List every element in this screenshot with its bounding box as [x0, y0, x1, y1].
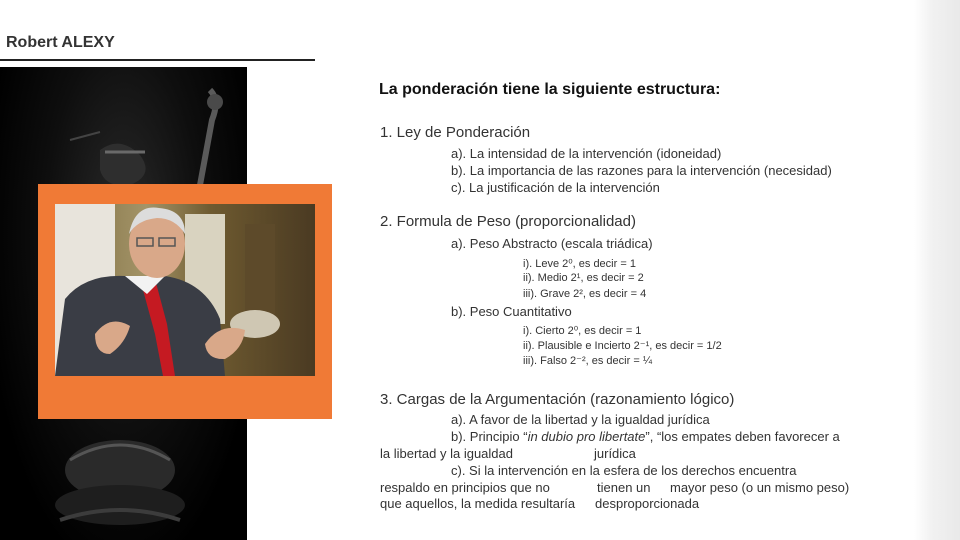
section-2-item-a: a). Peso Abstracto (escala triádica): [451, 236, 653, 251]
section-3-item-c: c). Si la intervención en la esfera de los derechos encuentra: [451, 463, 797, 478]
header-divider: [0, 59, 315, 61]
section-2-b-item-ii: ii). Plausible e Incierto 2⁻¹, es decir = 1/2: [523, 340, 722, 352]
section-3-item-b-suffix: ”, “los empates deben favorecer a: [645, 429, 840, 444]
section-3-item-c-continuation-2b: desproporcionada: [595, 496, 700, 511]
section-3-item-c-continuation-2a: que aquellos, la medida resultaría: [380, 496, 576, 511]
section-3-item-b: [451, 429, 840, 444]
section-2-a-item-ii: ii). Medio 2¹, es decir = 2: [523, 272, 644, 284]
section-1-item-c: c). La justificación de la intervención: [451, 180, 660, 195]
scales-of-justice-graphic: [60, 80, 230, 190]
section-3-item-c-continuation-1c: mayor peso (o un mismo peso): [670, 480, 850, 495]
header-title: Robert ALEXY: [6, 34, 115, 51]
section-ley-ponderacion-title: 1. Ley de Ponderación: [380, 124, 531, 141]
section-cargas-argumentacion-title: 3. Cargas de la Argumentación (razonamiento lógico): [380, 391, 735, 408]
section-3-item-b-prefix: b). Principio “: [451, 429, 528, 444]
section-1-item-b: b). La importancia de las razones para la intervención (necesidad): [451, 163, 832, 178]
section-formula-peso-title: 2. Formula de Peso (proporcionalidad): [380, 213, 636, 230]
section-2-a-item-i: i). Leve 2⁰, es decir = 1: [523, 258, 636, 270]
section-1-item-a: a). La intensidad de la intervención (idoneidad): [451, 146, 722, 161]
latin-maxim: in dubio pro libertate: [527, 429, 646, 444]
section-2-b-item-i: i). Cierto 2⁰, es decir = 1: [523, 325, 642, 337]
robert-alexy-photo: [55, 204, 315, 376]
section-3-item-c-continuation-1a: respaldo en principios que no: [380, 480, 550, 495]
section-3-item-a: a). A favor de la libertad y la igualdad jurídica: [451, 412, 710, 427]
section-2-a-item-iii: iii). Grave 2², es decir = 4: [523, 288, 647, 300]
section-2-b-item-iii: iii). Falso 2⁻², es decir = ¼: [523, 355, 652, 367]
section-2-item-b: b). Peso Cuantitativo: [451, 304, 572, 319]
section-3-item-b-continuation-1: la libertad y la igualdad: [380, 446, 513, 461]
section-3-item-c-continuation-1b: tienen un: [597, 480, 651, 495]
section-3-item-b-continuation-2: jurídica: [594, 446, 636, 461]
statue-base-graphic: [40, 420, 190, 535]
slide-heading: La ponderación tiene la siguiente estructura:: [379, 81, 721, 98]
slide-edge-shade: [914, 0, 960, 540]
